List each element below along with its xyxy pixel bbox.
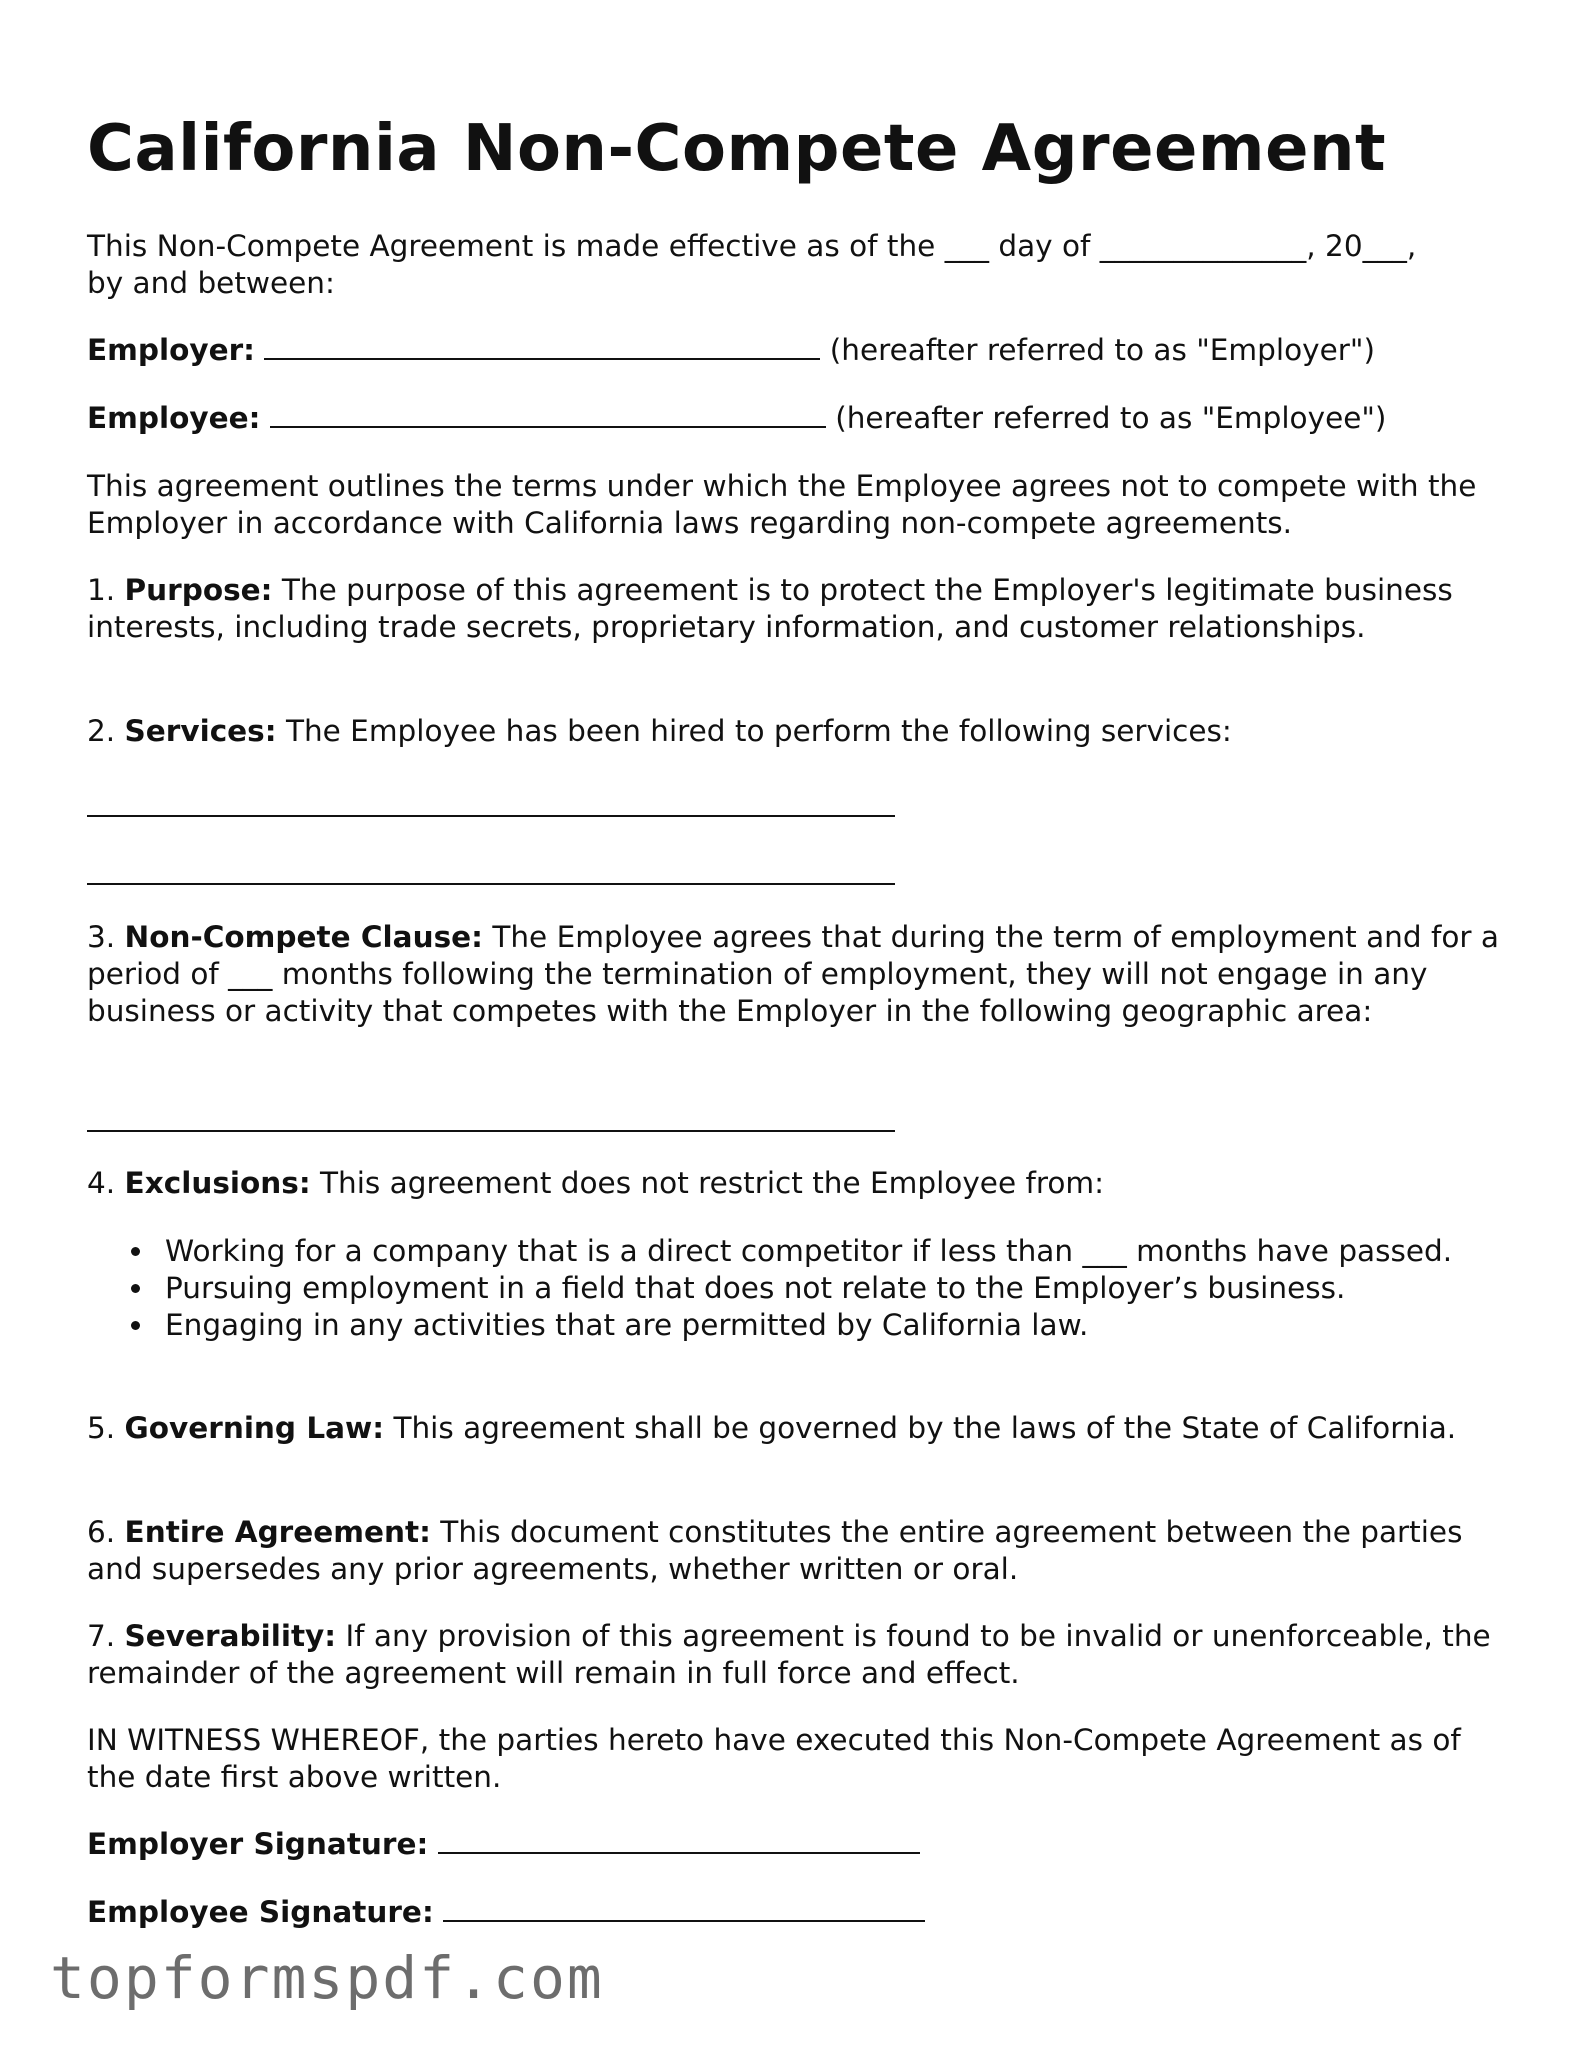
section-heading: Governing Law: [124,1411,385,1445]
exclusions-list [87,1233,1507,1344]
geographic-area-blank-line[interactable] [87,1130,895,1132]
section-heading: Entire Agreement: [124,1515,431,1549]
employee-name-field[interactable] [270,402,826,428]
witness-paragraph: IN WITNESS WHEREOF, the parties hereto have executed this Non-Compete Agreement as of the date first above written. [87,1723,1461,1794]
section-text: This agreement does not restrict the Employee from: [320,1166,1105,1200]
section-heading: Purpose: [124,573,273,607]
section-exclusions [87,1165,1507,1202]
section-number: 6. [87,1515,116,1549]
employer-name-field[interactable] [264,334,820,360]
section-text-2: months following the termination of employment, they will not engage in any business or activity that competes with the Employer in the following geographic area: [87,957,1428,1028]
section-number: 1. [87,573,116,607]
section-number: 4. [87,1166,116,1200]
employee-signature-label: Employee Signature: [87,1895,434,1929]
exclusion-months-blank[interactable]: ___ [1082,1234,1127,1268]
section-noncompete [87,919,1507,1030]
section-heading: Non-Compete Clause: [124,920,483,954]
list-item [87,1233,1507,1270]
section-number: 3. [87,920,116,954]
employee-label: Employee: [87,401,261,435]
section-governing-law [87,1410,1507,1447]
bullet-text-1b: months have passed. [1126,1234,1453,1268]
section-heading: Exclusions: [124,1166,311,1200]
intro-text-2: day of [988,229,1100,263]
employee-signature-field[interactable] [443,1896,925,1922]
services-blank-line-1[interactable] [87,815,895,817]
bullet-icon [131,1284,140,1293]
services-blank-line-2[interactable] [87,883,895,885]
watermark: topformspdf.com [50,1944,604,2012]
list-item [87,1270,1507,1307]
section-entire-agreement [87,1514,1507,1588]
bullet-icon [131,1247,140,1256]
employer-signature-field[interactable] [438,1828,920,1854]
section-text: The Employee has been hired to perform the following services: [285,714,1232,748]
effective-year-blank[interactable]: ___ [1362,229,1407,263]
noncompete-months-blank[interactable]: ___ [228,957,273,991]
intro-text-4: , [1406,229,1417,263]
employee-suffix: (hereafter referred to as "Employee") [835,401,1387,435]
employer-signature-line [87,1826,1507,1863]
section-text: The purpose of this agreement is to protect the Employer's legitimate business interests, including trade secrets, proprietary information, and customer relationships. [87,573,1453,644]
bullet-text-1a: Working for a company that is a direct competitor if less than [165,1234,1083,1268]
section-number: 7. [87,1619,116,1653]
section-severability [87,1618,1507,1692]
list-item [87,1307,1507,1344]
employer-suffix: (hereafter referred to as "Employer") [829,333,1375,367]
overview-paragraph: This agreement outlines the terms under which the Employee agrees not to compete with the Employer in accordance with California laws regarding non-compete agreements. [87,469,1477,540]
section-heading: Severability: [124,1619,337,1653]
section-number: 2. [87,714,116,748]
section-text-1: The Employee agrees that during the term of employment and for a period of [87,920,1500,991]
section-text: This document constitutes the entire agreement between the parties and supersedes any prior agreements, whether written or oral. [87,1515,1463,1586]
document-title: California Non-Compete Agreement [87,112,1387,186]
intro-text-5: by and between: [87,266,335,300]
bullet-icon [131,1321,140,1330]
section-text: If any provision of this agreement is found to be invalid or unenforceable, the remainder of the agreement will remain in full force and effect. [87,1619,1491,1690]
effective-month-blank[interactable]: ______________ [1099,229,1307,263]
employer-line [87,332,1507,369]
bullet-text-3: Engaging in any activities that are permitted by California law. [165,1308,1089,1342]
intro-paragraph [87,228,1507,302]
employee-line [87,400,1507,437]
employer-signature-label: Employer Signature: [87,1827,429,1861]
section-number: 5. [87,1411,116,1445]
employer-label: Employer: [87,333,255,367]
section-services [87,713,1507,750]
intro-text-1: This Non-Compete Agreement is made effective as of the [87,229,945,263]
effective-day-blank[interactable]: ___ [944,229,989,263]
employee-signature-line [87,1894,1507,1931]
section-text: This agreement shall be governed by the laws of the State of California. [393,1411,1457,1445]
intro-text-3: , 20 [1306,229,1363,263]
section-purpose [87,572,1507,646]
section-heading: Services: [124,714,277,748]
bullet-text-2: Pursuing employment in a field that does not relate to the Employer’s business. [165,1271,1346,1305]
